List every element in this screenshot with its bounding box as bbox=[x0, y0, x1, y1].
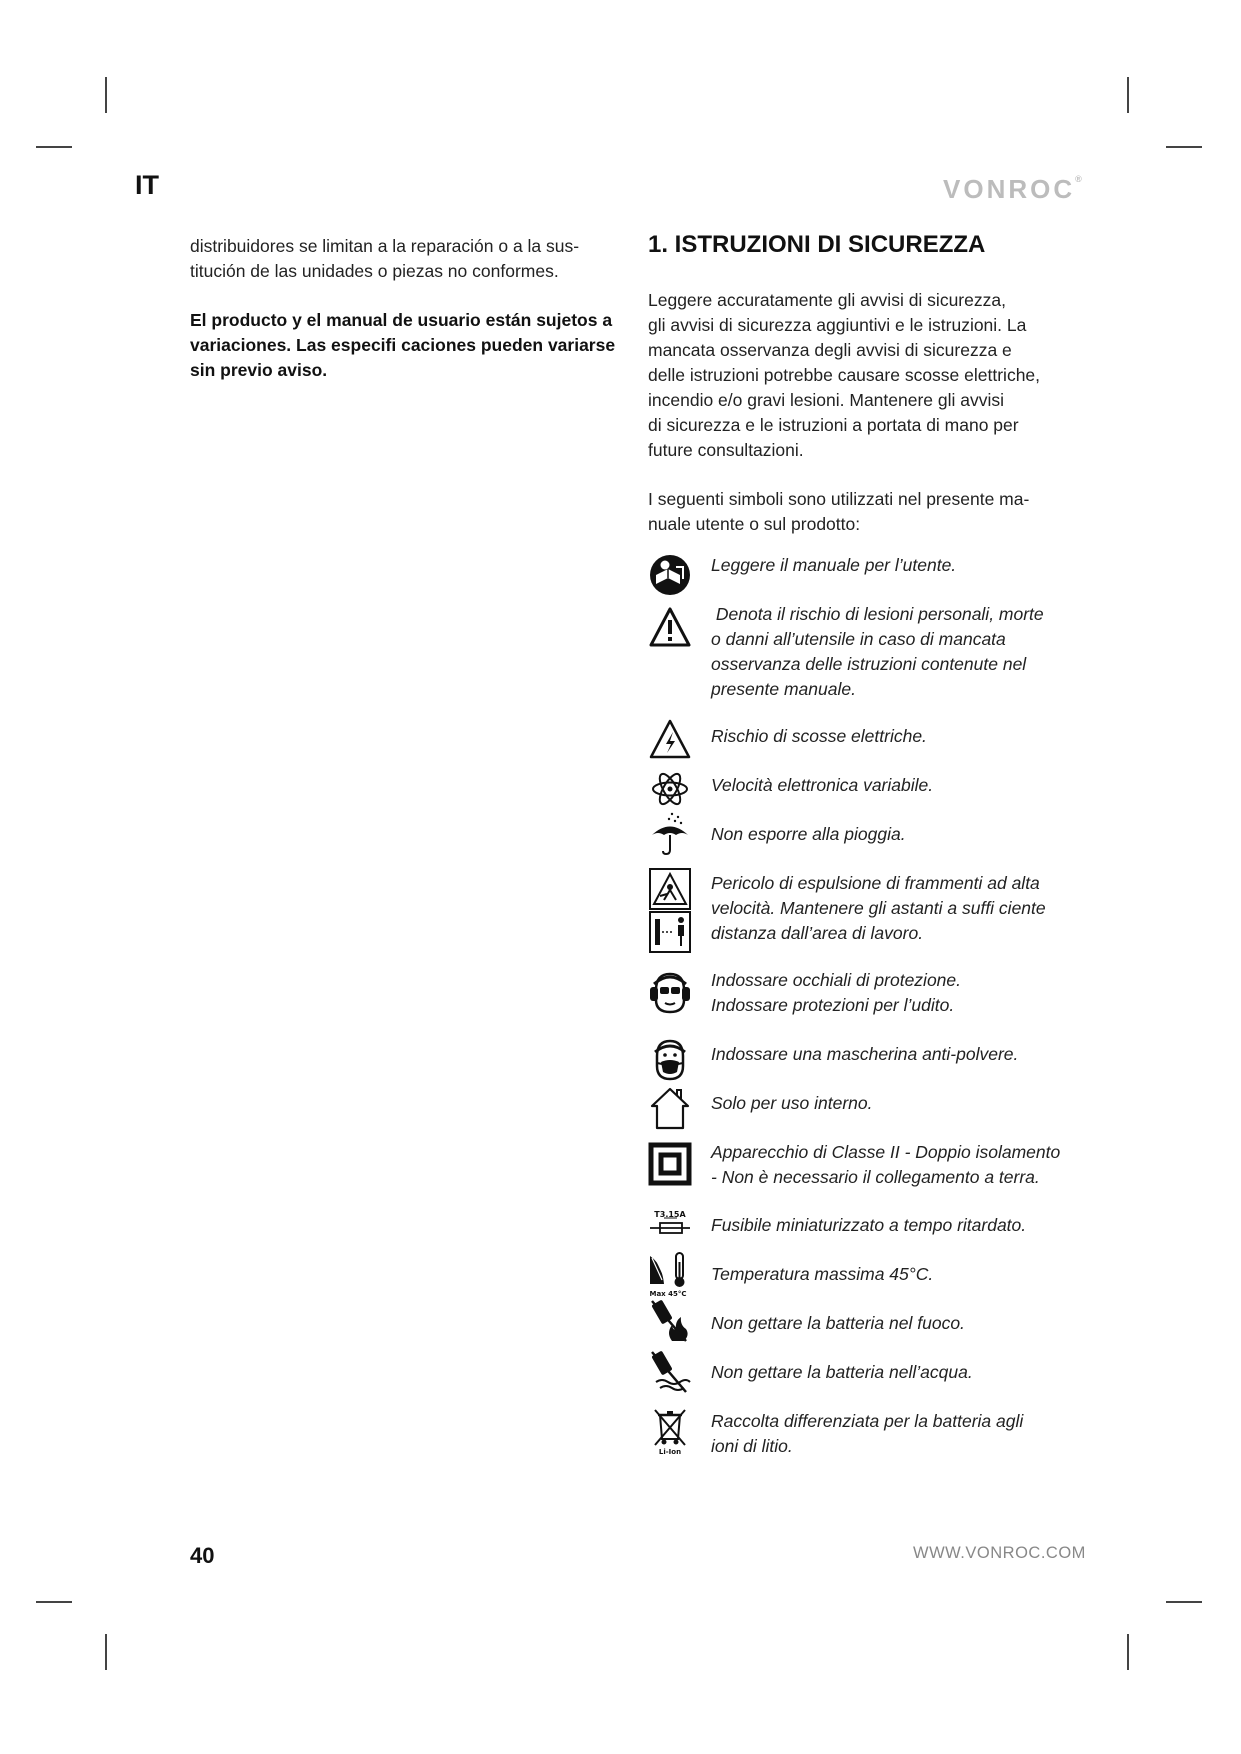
brand-logo: VONROC® bbox=[943, 174, 1085, 204]
symbol-text: osservanza delle istruzioni contenute nel bbox=[711, 654, 1027, 674]
symbol-text: Temperatura massima 45°C. bbox=[711, 1264, 934, 1284]
symbol-row bbox=[648, 1042, 1093, 1092]
indoor-use-icon bbox=[648, 1085, 692, 1131]
crop-mark bbox=[36, 1601, 72, 1603]
text-line: El producto y el manual de usuario están sujetos a bbox=[190, 310, 613, 330]
website-url: WWW.VONROC.COM bbox=[913, 1544, 1086, 1562]
max-temp-label: Max 45°C bbox=[649, 1290, 687, 1298]
symbol-row bbox=[648, 871, 1093, 957]
symbol-text: Non gettare la batteria nell’acqua. bbox=[711, 1362, 973, 1382]
text-line: I seguenti simboli sono utilizzati nel presente ma- bbox=[648, 489, 1030, 509]
symbol-text: Indossare una mascherina anti-polvere. bbox=[711, 1044, 1019, 1064]
symbol-row bbox=[648, 1210, 1093, 1263]
symbol-row bbox=[648, 602, 1093, 699]
page-number: 40 bbox=[190, 1543, 215, 1568]
warning-triangle-icon bbox=[648, 606, 692, 648]
class-ii-icon bbox=[648, 1142, 692, 1186]
crop-mark bbox=[105, 1634, 107, 1670]
symbol-row bbox=[648, 822, 1093, 872]
brand-name: VONROC bbox=[943, 174, 1076, 204]
symbol-text: Raccolta differenziata per la batteria agli bbox=[711, 1411, 1024, 1431]
crop-mark bbox=[1127, 1634, 1129, 1670]
symbol-row bbox=[648, 968, 1093, 1018]
text-line: sin previo aviso. bbox=[190, 360, 328, 380]
symbol-text: Non esporre alla pioggia. bbox=[711, 824, 906, 844]
symbol-row bbox=[648, 1311, 1093, 1361]
text-line: titución de las unidades o piezas no conformes. bbox=[190, 261, 559, 281]
symbol-row bbox=[648, 1409, 1093, 1459]
paragraph-warranty bbox=[190, 234, 620, 284]
symbol-text: Apparecchio di Classe II - Doppio isolamento bbox=[711, 1142, 1061, 1162]
text-line: future consultazioni. bbox=[648, 440, 804, 460]
text-line: distribuidores se limitan a la reparación o a la sus- bbox=[190, 236, 580, 256]
symbol-list bbox=[648, 0, 1093, 1754]
symbol-row bbox=[648, 1091, 1093, 1141]
text-line: variaciones. Las especifi caciones pueden variarse bbox=[190, 335, 616, 355]
crop-mark bbox=[1166, 146, 1202, 148]
symbol-text: Leggere il manuale per l’utente. bbox=[711, 555, 957, 575]
dust-mask-icon bbox=[648, 1038, 692, 1082]
symbol-text: Denota il rischio di lesioni personali, morte bbox=[711, 604, 1044, 624]
max-temperature-icon bbox=[648, 1250, 692, 1298]
symbol-text: presente manuale. bbox=[711, 679, 856, 699]
variable-speed-icon bbox=[648, 769, 692, 809]
symbol-text: Fusibile miniaturizzato a tempo ritardato. bbox=[711, 1215, 1027, 1235]
symbol-text: Solo per uso interno. bbox=[711, 1093, 873, 1113]
fuse-rating-label: T3.15A bbox=[654, 1210, 686, 1219]
eye-ear-protection-icon bbox=[648, 970, 692, 1016]
paragraph-notice bbox=[190, 308, 620, 383]
symbol-row bbox=[648, 553, 1093, 603]
symbol-text: ioni di litio. bbox=[711, 1436, 793, 1456]
fuse-icon bbox=[648, 1207, 692, 1241]
no-water-icon bbox=[648, 1348, 692, 1394]
symbol-text: Non gettare la batteria nel fuoco. bbox=[711, 1313, 965, 1333]
symbol-row bbox=[648, 773, 1093, 823]
symbol-text: o danni all’utensile in caso di mancata bbox=[711, 629, 1006, 649]
language-code: IT bbox=[135, 170, 159, 200]
text-line: mancata osservanza degli avvisi di sicurezza e bbox=[648, 340, 1012, 360]
text-line: di sicurezza e le istruzioni a portata di mano per bbox=[648, 415, 1019, 435]
electric-shock-icon bbox=[648, 718, 692, 760]
section-title: 1. ISTRUZIONI DI SICUREZZA bbox=[648, 231, 986, 258]
symbol-text: Pericolo di espulsione di frammenti ad alta bbox=[711, 873, 1040, 893]
symbol-text: Indossare protezioni per l’udito. bbox=[711, 995, 955, 1015]
symbol-row bbox=[648, 1360, 1093, 1410]
symbol-row bbox=[648, 1140, 1093, 1190]
no-rain-icon bbox=[648, 810, 692, 856]
text-line: incendio e/o gravi lesioni. Mantenere gli avvisi bbox=[648, 390, 1005, 410]
symbol-row bbox=[648, 724, 1093, 774]
text-line: delle istruzioni potrebbe causare scosse elettriche, bbox=[648, 365, 1041, 385]
symbol-text: Indossare occhiali di protezione. bbox=[711, 970, 962, 990]
text-line: gli avvisi di sicurezza aggiuntivi e le istruzioni. La bbox=[648, 315, 1027, 335]
crop-mark bbox=[1127, 77, 1129, 113]
li-ion-label: Li-Ion bbox=[658, 1448, 682, 1455]
symbol-text: distanza dall’area di lavoro. bbox=[711, 923, 924, 943]
crop-mark bbox=[105, 77, 107, 113]
symbol-row bbox=[648, 1262, 1093, 1312]
text-line: nuale utente o sul prodotto: bbox=[648, 514, 861, 534]
crop-mark bbox=[36, 146, 72, 148]
no-fire-icon bbox=[648, 1297, 692, 1343]
read-manual-icon bbox=[648, 553, 692, 597]
crop-mark bbox=[1166, 1601, 1202, 1603]
left-column bbox=[190, 234, 620, 407]
weee-li-ion-icon bbox=[648, 1407, 692, 1455]
symbol-text: Velocità elettronica variabile. bbox=[711, 775, 934, 795]
symbol-text: Rischio di scosse elettriche. bbox=[711, 726, 927, 746]
text-line: Leggere accuratamente gli avvisi di sicurezza, bbox=[648, 290, 1006, 310]
symbol-text: - Non è necessario il collegamento a terra. bbox=[711, 1167, 1040, 1187]
symbol-text: velocità. Mantenere gli astanti a suffi ciente bbox=[711, 898, 1046, 918]
flying-debris-icon bbox=[648, 868, 692, 954]
